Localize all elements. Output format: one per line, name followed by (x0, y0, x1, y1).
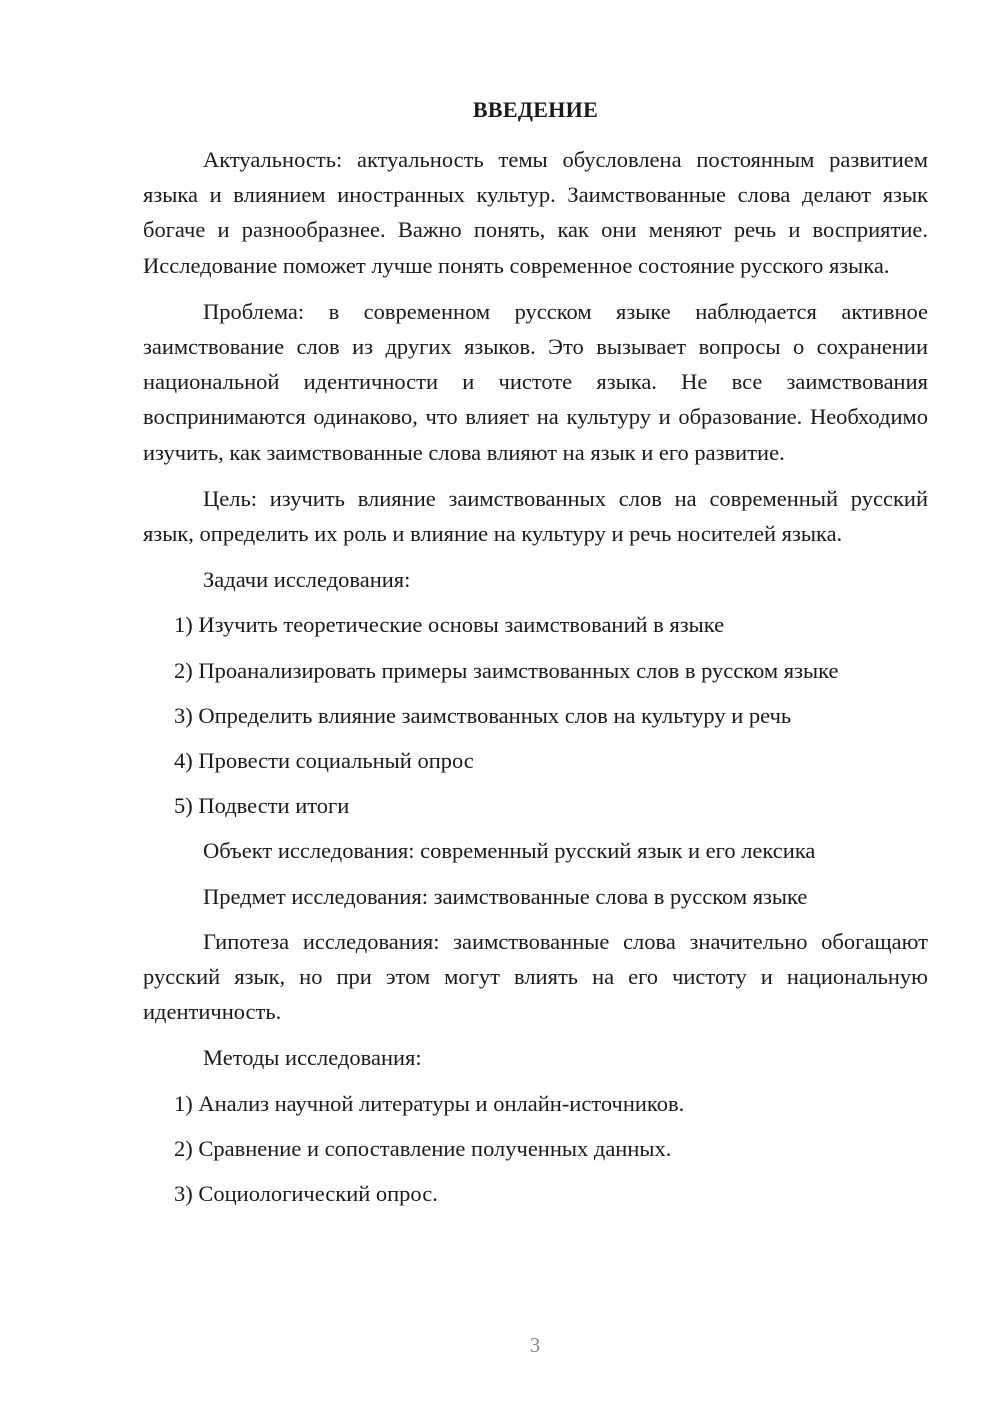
relevance-paragraph: Актуальность: актуальность темы обусловлена постоянным развитием языка и влиянием иностранных культур. Заимствованные слова делают язык богаче и разнообразнее. Важно понять, как они меняют речь и восприятие. Исследование поможет лучше понять современное состояние русского языка. (143, 147, 928, 278)
list-item: 4) Провести социальный опрос (174, 748, 474, 774)
subject-line: Предмет исследования: заимствованные слова в русском языке (203, 883, 808, 909)
page-number: 3 (529, 1333, 541, 1357)
hypothesis-paragraph: Гипотеза исследования: заимствованные слова значительно обогащают русский язык, но при этом могут влиять на его чистоту и национальную идентичность. (143, 928, 928, 1025)
section-title: ВВЕДЕНИЕ (472, 97, 599, 122)
list-item: 5) Подвести итоги (174, 793, 350, 819)
tasks-list (143, 607, 928, 823)
problem-paragraph: Проблема: в современном русском языке наблюдается активное заимствование слов из других языков. Это вызывает вопросы о сохранении национальной идентичности и чистоте языка. Не все заимствования воспринимаются одинаково, что влияет на культуру и образование. Необходимо изучить, как заимствованные слова влияют на язык и его развитие. (143, 298, 928, 465)
list-item: 3) Определить влияние заимствованных слов на культуру и речь (174, 702, 792, 728)
object-line: Объект исследования: современный русский язык и его лексика (203, 838, 816, 864)
list-item: 2) Сравнение и сопоставление полученных данных. (174, 1135, 672, 1161)
list-item: 3) Социологический опрос. (174, 1181, 438, 1207)
goal-paragraph: Цель: изучить влияние заимствованных слов на современный русский язык, определить их роль и влияние на культуру и речь носителей языка. (143, 485, 928, 547)
document-body (143, 92, 928, 1221)
methods-list (143, 1086, 928, 1212)
list-item: 1) Анализ научной литературы и онлайн-источников. (174, 1090, 685, 1116)
list-item: 2) Проанализировать примеры заимствованных слов в русском языке (174, 657, 839, 683)
tasks-heading: Задачи исследования: (203, 567, 411, 593)
methods-heading: Методы исследования: (203, 1045, 422, 1071)
list-item: 1) Изучить теоретические основы заимствований в языке (174, 612, 725, 638)
